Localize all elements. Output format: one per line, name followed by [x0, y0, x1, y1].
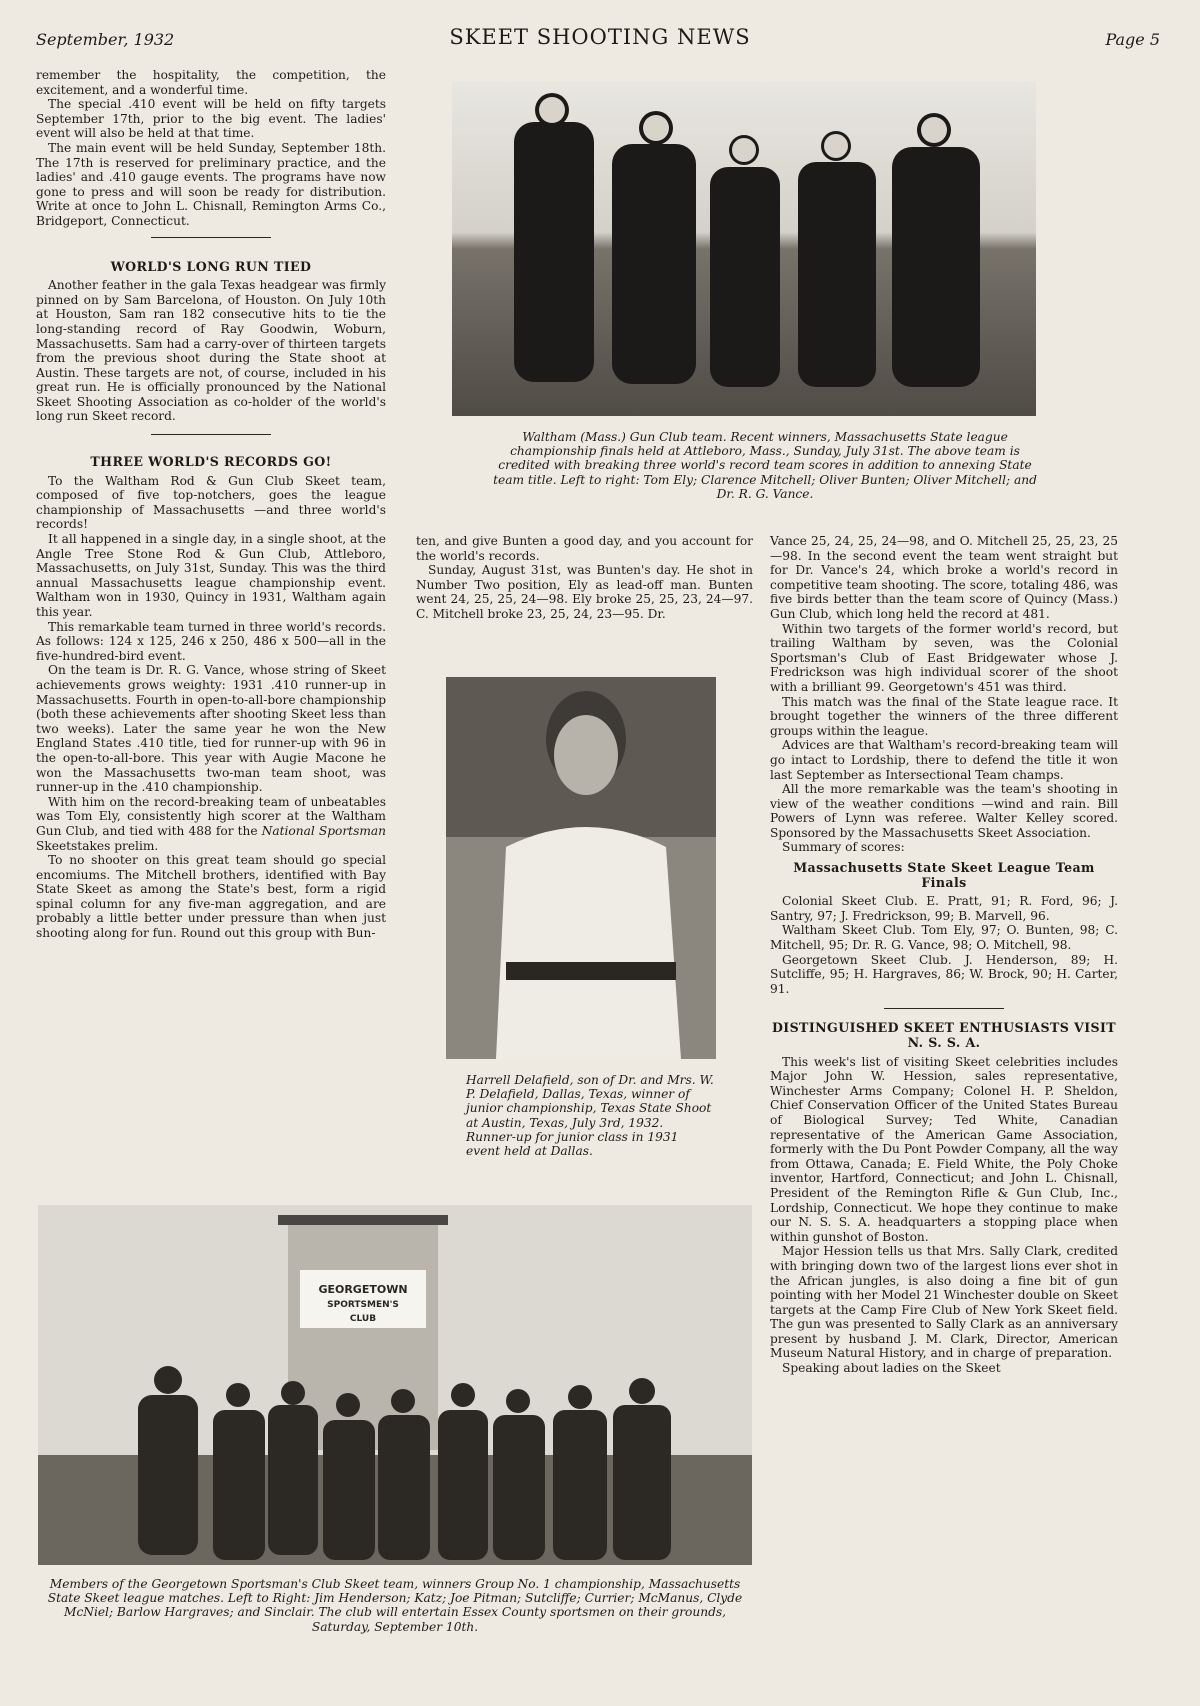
- paragraph: Sunday, August 31st, was Bunten's day. He shot in Number Two position, Ely as lead-off man. Bunten went 24, 25, 25, 24—98. Ely broke 25, 25, 23, 24—97. C. Mitchell broke 23, 25, 24, 23—95. Dr.: [416, 563, 753, 621]
- sign-line-2: SPORTSMEN'S: [327, 1300, 399, 1310]
- paragraph: Within two targets of the former world's record, but trailing Waltham by seven, was the Colonial Sportsman's Club of East Bridgewater whose J. Fredrickson was high individual scorer of the shoot with a brilliant 99. Georgetown's 451 was third.: [770, 621, 1118, 694]
- heading-three-records: THREE WORLD'S RECORDS GO!: [90, 454, 332, 470]
- paragraph: All the more remarkable was the team's shooting in view of the weather conditions —wind and rain. Bill Powers of Lynn was referee. Walter Kelley scored. Sponsored by the Massachusetts Skeet Association.: [770, 782, 1118, 840]
- column-right: [770, 534, 1118, 1376]
- paragraph: With him on the record-breaking team of unbeatables was Tom Ely, consistently high scorer at the Waltham Gun Club, and tied with 488 for the National Sportsman Skeetstakes prelim.: [36, 794, 387, 853]
- paragraph: remember the hospitality, the competition, the excitement, and a wonderful time.: [36, 68, 386, 97]
- heading-long-run: WORLD'S LONG RUN TIED: [110, 258, 312, 274]
- sign-line-3: CLUB: [349, 1314, 377, 1324]
- heading-distinguished-visitors: DISTINGUISHED SKEET ENTHUSIASTS VISIT N. S. S. A.: [771, 1020, 1117, 1050]
- column-left: [36, 68, 386, 941]
- paragraph: This remarkable team turned in three world's records. As follows: 124 x 125, 246 x 250, 486 x 500—all in the five-hundred-bird event.: [36, 619, 386, 663]
- page-number: Page 5: [1105, 30, 1160, 49]
- paragraph: It all happened in a single day, in a single shoot, at the Angle Tree Stone Rod & Gun Club, Attleboro, Massachusetts, on July 31st, Sunday. This was the third annual Massachusetts league championship event. Waltham won in 1930, Quincy in 1931, Waltham again this year.: [36, 532, 386, 619]
- caption-georgetown: Members of the Georgetown Sportsman's Club Skeet team, winners Group No. 1 championship, Massachusetts State Skeet league matches. Left to Right: Jim Henderson; Katz; Joe Pitman; Sutcliffe; Currier; McManus, Clyde McNiel; Barlow Hargraves; and Sinclair. The club will entertain Essex County sportsmen on their grounds, Saturday, September 10th.: [47, 1577, 743, 1634]
- paragraph: Summary of scores:: [782, 840, 905, 855]
- publication-name: National Sportsman: [261, 823, 387, 838]
- paragraph: The special .410 event will be held on fifty targets September 17th, prior to the big event. The ladies' event will also be held at that time.: [36, 97, 386, 141]
- paragraph: Georgetown Skeet Club. J. Henderson, 89; H. Sutcliffe, 95; H. Hargraves, 86; W. Brock, 90; H. Carter, 91.: [770, 952, 1118, 996]
- caption-delafield: Harrell Delafield, son of Dr. and Mrs. W. P. Delafield, Dallas, Texas, winner of junior championship, Texas State Shoot at Austin, Texas, July 3rd, 1932. Runner-up for junior class in 1931 event held at Dallas.: [466, 1073, 714, 1159]
- photo-georgetown-team: [38, 1205, 752, 1565]
- section-divider: [151, 434, 271, 435]
- photo-waltham-team: [452, 82, 1036, 416]
- paragraph: On the team is Dr. R. G. Vance, whose string of Skeet achievements grows weighty: 1931 .410 runner-up in Massachusetts. Fourth in open-to-all-bore championship (both these achievements after shooting Skeet less than two weeks). Later the same year he won the New England States .410 title, tied for runner-up with 96 in the open-to-all-bore. This year with Augie Macone he won the Massachusetts two-man team shoot, was runner-up in the .410 championship.: [36, 663, 386, 795]
- issue-date: September, 1932: [36, 30, 175, 49]
- paragraph: Speaking about ladies on the Skeet: [782, 1361, 1001, 1376]
- paragraph: To the Waltham Rod & Gun Club Skeet team, composed of five top-notchers, goes the league championship of Massachusetts —and three world's records!: [36, 473, 386, 532]
- column-middle: [416, 534, 753, 622]
- heading-league-finals: Massachusetts State Skeet League Team Finals: [793, 860, 1095, 890]
- paragraph: ten, and give Bunten a good day, and you account for the world's records.: [416, 534, 753, 563]
- paragraph: This match was the final of the State league race. It brought together the winners of the three different groups within the league.: [770, 694, 1118, 738]
- paragraph: This week's list of visiting Skeet celebrities includes Major John W. Hession, sales representative, Winchester Arms Company; Colonel H. P. Sheldon, Chief Conservation Officer of the United States Bureau of Biological Survey; Ted White, Canadian representative of the American Game Association, formerly with the Du Pont Powder Company, all the way from Ottawa, Canada; E. Field White, the Poly Choke inventor, Hartford, Connecticut; and John L. Chisnall, President of the Remington Rifle & Gun Club, Inc., Lordship, Connecticut. We hope they continue to make our N. S. S. A. headquarters a stopping place when within gunshot of Boston.: [770, 1054, 1118, 1244]
- paragraph: Colonial Skeet Club. E. Pratt, 91; R. Ford, 96; J. Santry, 97; J. Fredrickson, 99; B. Marvell, 96.: [770, 894, 1118, 923]
- photo-harrell-delafield: [446, 677, 716, 1059]
- paragraph: Major Hession tells us that Mrs. Sally Clark, credited with bringing down two of the largest lions ever shot in the African jungles, is also doing a fine bit of gun pointing with her Model 21 Winchester double on Skeet targets at the Camp Fire Club of New York Skeet field. The gun was presented to Sally Clark as an anniversary present by husband J. M. Clark, Director, American Museum Natural History, and in charge of preparation.: [770, 1244, 1118, 1361]
- paragraph: Another feather in the gala Texas headgear was firmly pinned on by Sam Barcelona, of Houston. On July 10th at Houston, Sam ran 182 consecutive hits to tie the long-standing record of Ray Goodwin, Woburn, Massachusetts. Sam had a carry-over of thirteen targets from the previous shoot during the State shoot at Austin. These targets are not, of course, included in his great run. He is officially pronounced by the National Skeet Shooting Association as co-holder of the world's long run Skeet record.: [36, 278, 386, 424]
- publication-title: SKEET SHOOTING NEWS: [449, 25, 751, 49]
- paragraph: To no shooter on this great team should go special encomiums. The Mitchell brothers, identified with Bay State Skeet as among the State's best, form a rigid spinal column for any five-man aggregation, and are probably a little better under pressure than when just shooting along for fun. Round out this group with Bun-: [36, 853, 386, 941]
- section-divider: [884, 1008, 1004, 1009]
- section-divider: [151, 237, 271, 238]
- paragraph: Waltham Skeet Club. Tom Ely, 97; O. Bunten, 98; C. Mitchell, 95; Dr. R. G. Vance, 98; O. Mitchell, 98.: [770, 923, 1118, 953]
- paragraph: The main event will be held Sunday, September 18th. The 17th is reserved for preliminary practice, and the ladies' and .410 gauge events. The programs have now gone to press and will soon be ready for distribution. Write at once to John L. Chisnall, Remington Arms Co., Bridgeport, Connecticut.: [36, 140, 386, 228]
- caption-waltham: Waltham (Mass.) Gun Club team. Recent winners, Massachusetts State league championship finals held at Attleboro, Mass., Sunday, July 31st. The above team is credited with breaking three world's record team scores in addition to annexing State team title. Left to right: Tom Ely; Clarence Mitchell; Oliver Bunten; Oliver Mitchell; and Dr. R. G. Vance.: [493, 430, 1037, 501]
- sign-line-1: GEORGETOWN: [318, 1283, 408, 1296]
- paragraph: Advices are that Waltham's record-breaking team will go intact to Lordship, there to defend the title it won last September as Intersectional Team champs.: [770, 738, 1118, 782]
- paragraph: Vance 25, 24, 25, 24—98, and O. Mitchell 25, 25, 23, 25—98. In the second event the team went straight but for Dr. Vance's 24, which broke a world's record in competitive team shooting. The score, totaling 486, was five birds better than the team score of Quincy (Mass.) Gun Club, which long held the record at 481.: [770, 534, 1118, 621]
